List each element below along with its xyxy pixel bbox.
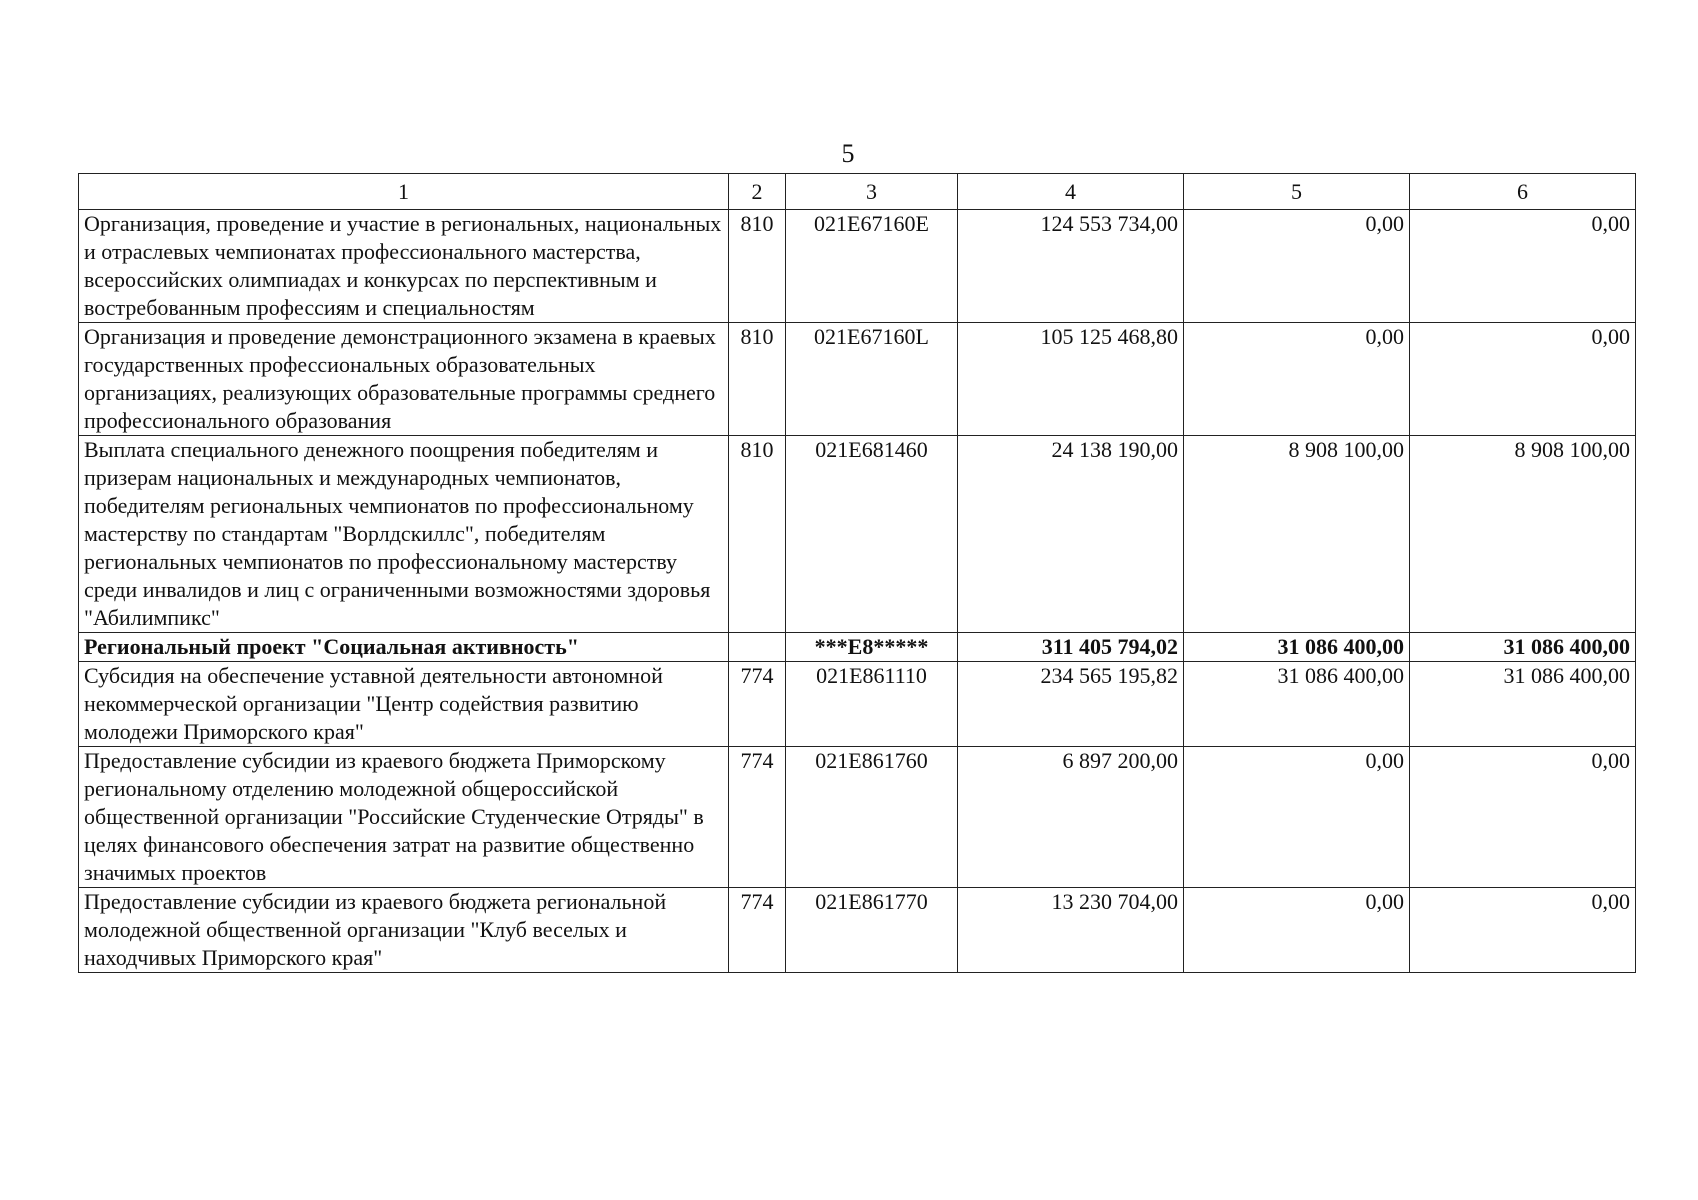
column-header-2: 2 — [729, 174, 786, 210]
row-target-code: 021E681460 — [786, 436, 958, 633]
column-header-6: 6 — [1410, 174, 1636, 210]
row-target-code: 021E861760 — [786, 747, 958, 888]
row-amount-col6: 31 086 400,00 — [1410, 662, 1636, 747]
row-target-code: 021E67160L — [786, 323, 958, 436]
table-row — [79, 747, 1636, 888]
row-target-code: 021E861110 — [786, 662, 958, 747]
row-amount-col5: 8 908 100,00 — [1184, 436, 1410, 633]
column-header-1: 1 — [79, 174, 729, 210]
row-amount-col6: 0,00 — [1410, 888, 1636, 973]
row-amount-col5: 0,00 — [1184, 323, 1410, 436]
row-description: Организация, проведение и участие в региональных, национальных и отраслевых чемпионатах профессионального мастерства, всероссийских олимпиадах и конкурсах по перспективным и востребованным профессиям и специальностям — [79, 210, 729, 323]
row-amount-col4: 6 897 200,00 — [958, 747, 1184, 888]
row-amount-col5: 0,00 — [1184, 747, 1410, 888]
row-expense-group: 774 — [729, 747, 786, 888]
column-header-5: 5 — [1184, 174, 1410, 210]
row-amount-col4: 105 125 468,80 — [958, 323, 1184, 436]
row-expense-group: 774 — [729, 888, 786, 973]
row-target-code: ***E8***** — [786, 633, 958, 662]
row-description: Выплата специального денежного поощрения победителям и призерам национальных и международных чемпионатов, победителям региональных чемпионатов по профессиональному мастерству по стандартам "Ворлдскиллс", победителям региональных чемпионатов по профессиональному мастерству среди инвалидов и лиц с ограниченными возможностями здоровья "Абилимпикс" — [79, 436, 729, 633]
row-expense-group — [729, 633, 786, 662]
row-amount-col6: 0,00 — [1410, 323, 1636, 436]
row-amount-col5: 31 086 400,00 — [1184, 662, 1410, 747]
table-row — [79, 323, 1636, 436]
row-description: Субсидия на обеспечение уставной деятельности автономной некоммерческой организации "Центр содействия развитию молодежи Приморского края" — [79, 662, 729, 747]
row-description: Организация и проведение демонстрационного экзамена в краевых государственных профессиональных образовательных организациях, реализующих образовательные программы среднего профессионального образования — [79, 323, 729, 436]
row-expense-group: 774 — [729, 662, 786, 747]
row-description: Региональный проект "Социальная активность" — [79, 633, 729, 662]
table-row — [79, 436, 1636, 633]
table-row-project-total — [79, 633, 1636, 662]
row-amount-col5: 0,00 — [1184, 888, 1410, 973]
row-amount-col6: 31 086 400,00 — [1410, 633, 1636, 662]
row-expense-group: 810 — [729, 323, 786, 436]
row-target-code: 021E67160E — [786, 210, 958, 323]
row-amount-col5: 31 086 400,00 — [1184, 633, 1410, 662]
row-expense-group: 810 — [729, 436, 786, 633]
row-description: Предоставление субсидии из краевого бюджета Приморскому региональному отделению молодежной общероссийской общественной организации "Российские Студенческие Отряды" в целях финансового обеспечения затрат на развитие общественно значимых проектов — [79, 747, 729, 888]
table-row — [79, 662, 1636, 747]
row-amount-col4: 124 553 734,00 — [958, 210, 1184, 323]
column-header-4: 4 — [958, 174, 1184, 210]
row-description: Предоставление субсидии из краевого бюджета региональной молодежной общественной организации "Клуб веселых и находчивых Приморского края" — [79, 888, 729, 973]
row-amount-col6: 0,00 — [1410, 210, 1636, 323]
row-amount-col4: 24 138 190,00 — [958, 436, 1184, 633]
table-header-row — [79, 174, 1636, 210]
row-amount-col6: 0,00 — [1410, 747, 1636, 888]
page-number: 5 — [841, 139, 855, 168]
row-amount-col4: 311 405 794,02 — [958, 633, 1184, 662]
row-amount-col4: 13 230 704,00 — [958, 888, 1184, 973]
column-header-3: 3 — [786, 174, 958, 210]
row-amount-col5: 0,00 — [1184, 210, 1410, 323]
row-expense-group: 810 — [729, 210, 786, 323]
row-amount-col4: 234 565 195,82 — [958, 662, 1184, 747]
row-amount-col6: 8 908 100,00 — [1410, 436, 1636, 633]
table-row — [79, 888, 1636, 973]
table-row — [79, 210, 1636, 323]
budget-table — [78, 173, 1636, 973]
row-target-code: 021E861770 — [786, 888, 958, 973]
